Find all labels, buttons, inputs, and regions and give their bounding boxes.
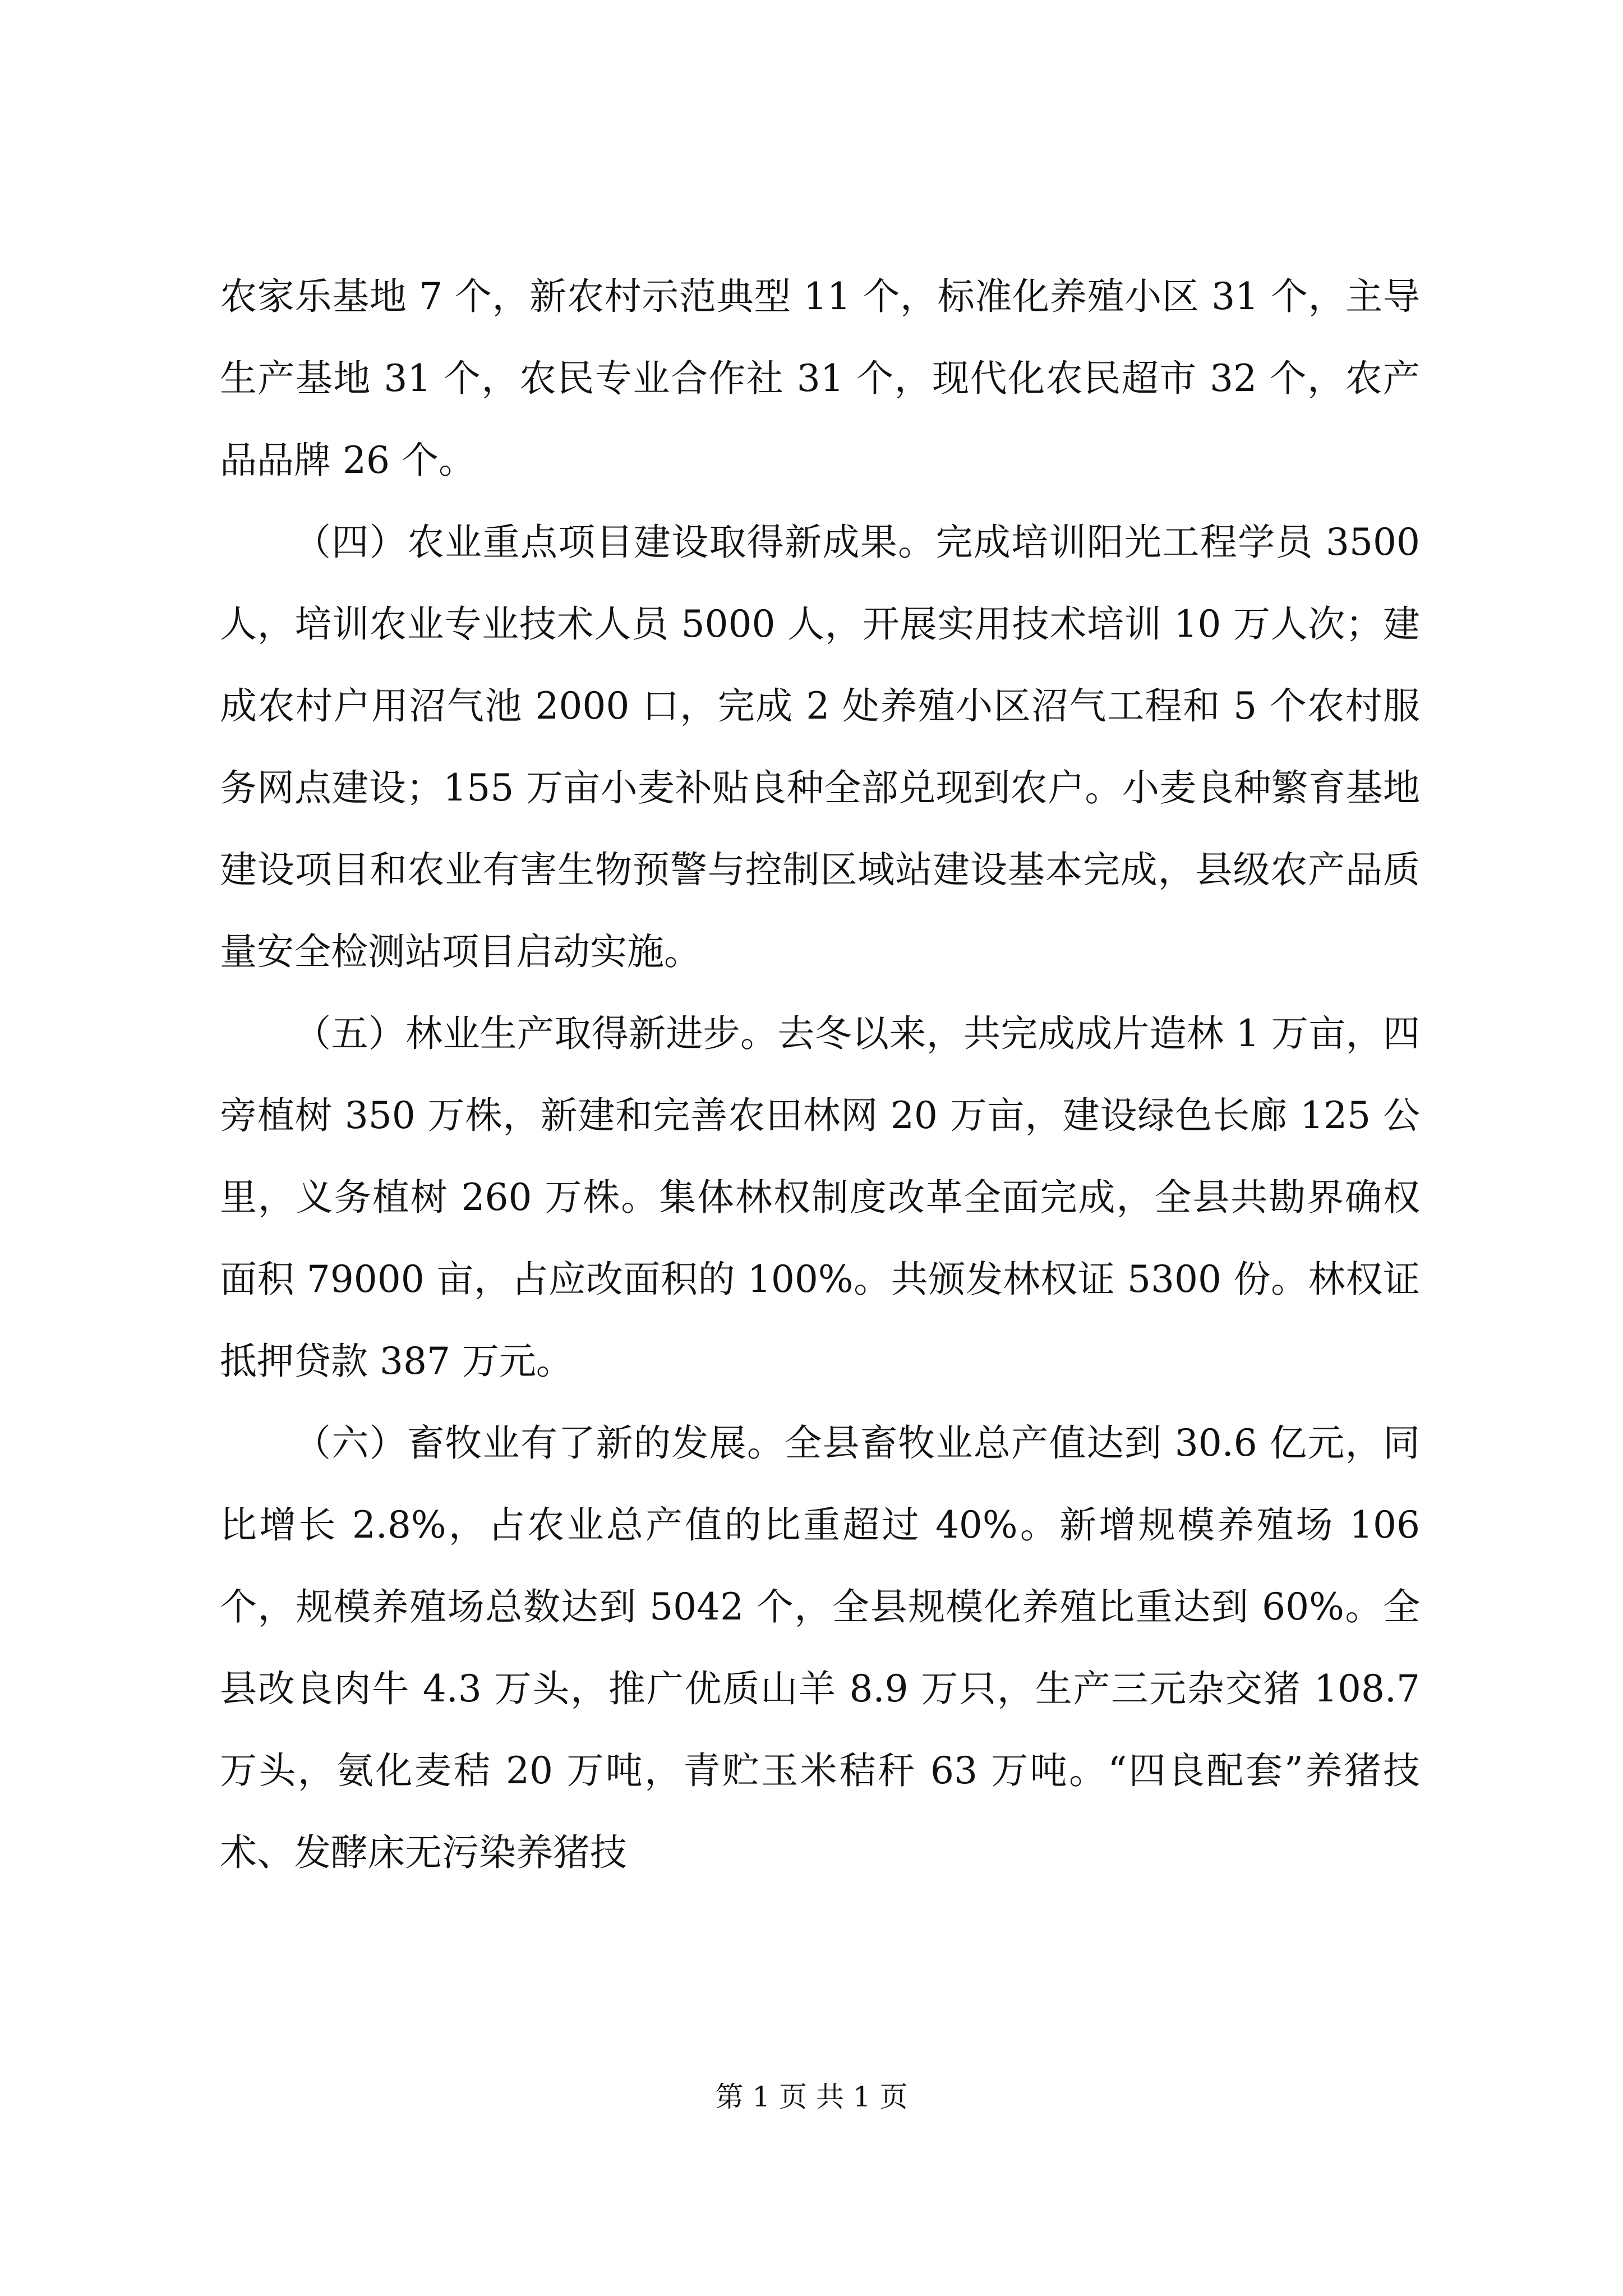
- paragraph-continuation: 农家乐基地 7 个，新农村示范典型 11 个，标准化养殖小区 31 个，主导生产基地 31 个，农民专业合作社 31 个，现代化农民超市 32 个，农产品品牌 26 个。: [220, 275, 1420, 482]
- paragraph-section-six: （六）畜牧业有了新的发展。全县畜牧业总产值达到 30.6 亿元，同比增长 2.8%，占农业总产值的比重超过 40%。新增规模养殖场 106 个，规模养殖场总数达到 5042 个，全县规模化养殖比重达到 60%。全县改良肉牛 4.3 万头，推广优质山羊 8.9 万只，生产三元杂交猪 108.7 万头，氨化麦秸 20 万吨，青贮玉米秸秆 63 万吨。“四良配套”养猪技术、发酵床无污染养猪技: [220, 1421, 1420, 1874]
- document-body: [220, 256, 1420, 1894]
- paragraph-section-four: （四）农业重点项目建设取得新成果。完成培训阳光工程学员 3500 人，培训农业专业技术人员 5000 人，开展实用技术培训 10 万人次；建成农村户用沼气池 2000 口，完成 2 处养殖小区沼气工程和 5 个农村服务网点建设；155 万亩小麦补贴良种全部兑现到农户。小麦良种繁育基地建设项目和农业有害生物预警与控制区域站建设基本完成，县级农产品质量安全检测站项目启动实施。: [220, 521, 1420, 973]
- page-footer: 第 1 页 共 1 页: [715, 2081, 908, 2113]
- paragraph-section-five: （五）林业生产取得新进步。去冬以来，共完成成片造林 1 万亩，四旁植树 350 万株，新建和完善农田林网 20 万亩，建设绿色长廊 125 公里，义务植树 260 万株。集体林权制度改革全面完成，全县共勘界确权面积 79000 亩，占应改面积的 100%。共颁发林权证 5300 份。林权证抵押贷款 387 万元。: [220, 1012, 1420, 1383]
